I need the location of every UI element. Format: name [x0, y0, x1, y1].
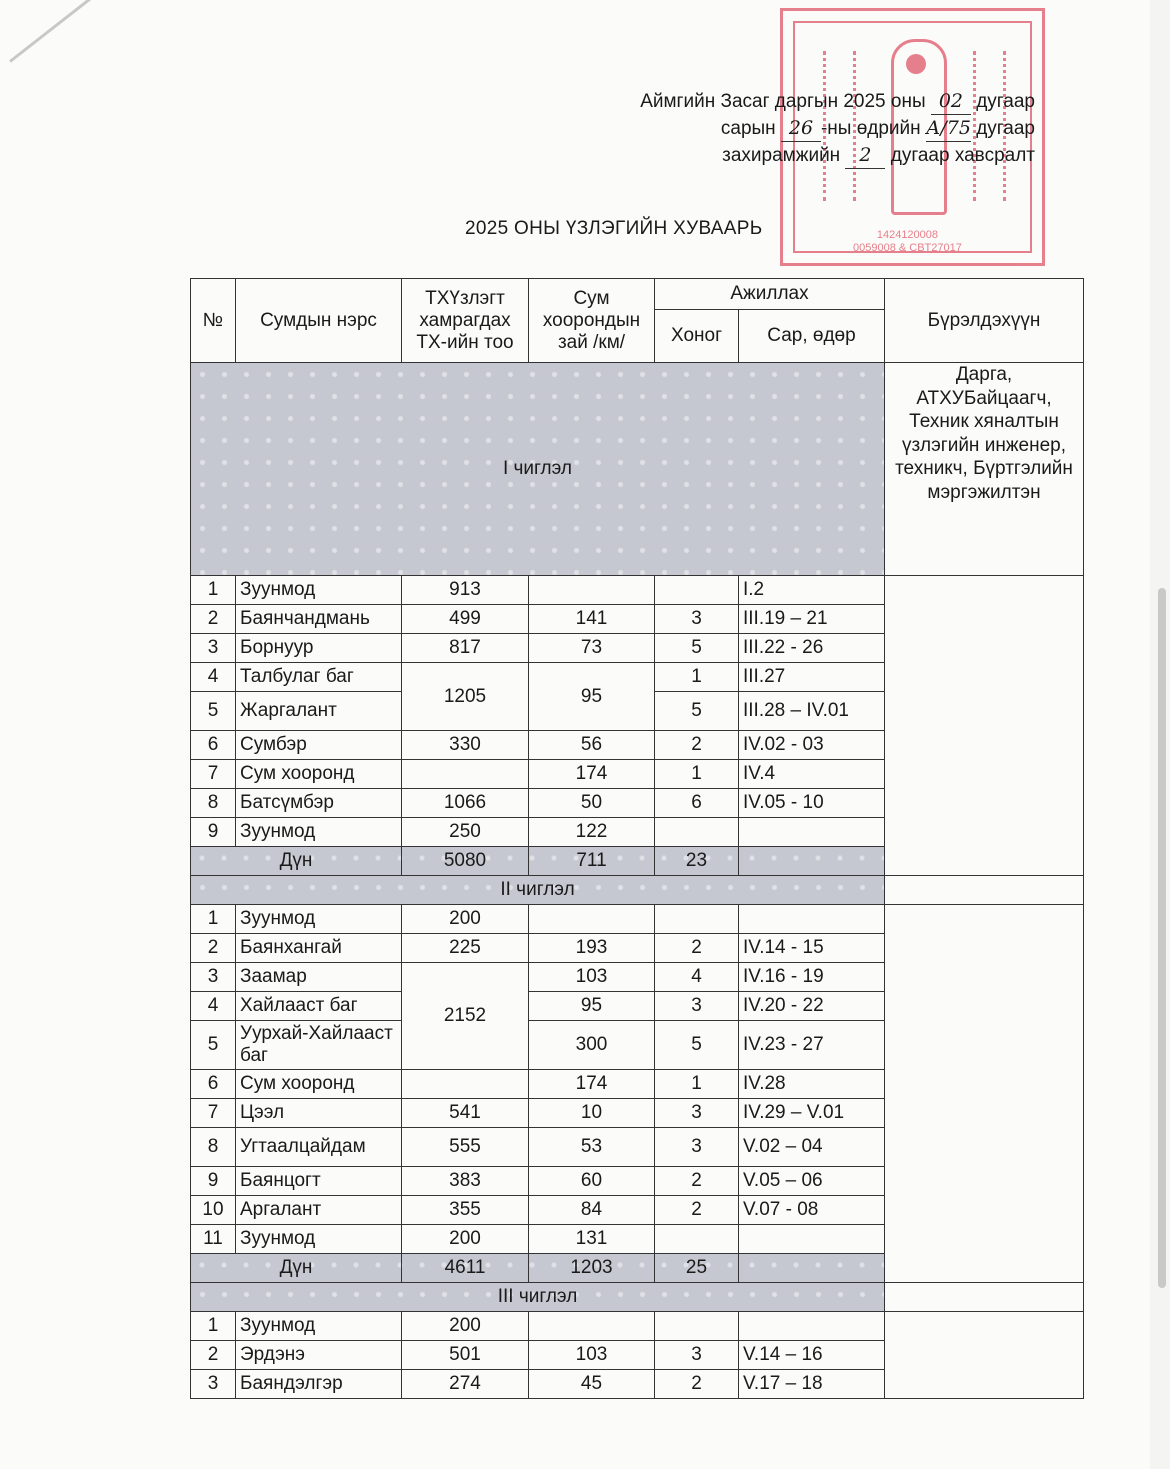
total-row: Дүн 5080 711 23	[191, 847, 1084, 876]
table-row: 4 Талбулаг баг 1205 95 1 III.27	[191, 663, 1084, 692]
inspection-schedule-table	[190, 278, 1084, 1399]
table-row: 7 Сум хооронд 174 1 IV.4	[191, 760, 1084, 789]
scrollbar[interactable]	[1158, 588, 1166, 1288]
table-row: 5 Уурхай-Хайлааст баг 300 5 IV.23 - 27	[191, 1021, 1084, 1070]
table-row: 4 Хайлааст баг 95 3 IV.20 - 22	[191, 992, 1084, 1021]
page-fold-line	[9, 0, 184, 63]
seal-number: 1424120008 0059008 & CBT27017	[853, 229, 962, 254]
table-row: 6 Сумбэр 330 56 2 IV.02 - 03	[191, 731, 1084, 760]
col-header-date: Сар, өдөр	[739, 310, 885, 363]
route-label: II чиглэл	[191, 876, 885, 905]
table-row: 2 Эрдэнэ 501 103 3 V.14 – 16	[191, 1341, 1084, 1370]
col-header-name: Сумдын нэрс	[236, 279, 402, 363]
table-row: 9 Баянцогт 383 60 2 V.05 – 06	[191, 1167, 1084, 1196]
total-row: Дүн 4611 1203 25	[191, 1254, 1084, 1283]
col-header-days: Хоног	[655, 310, 739, 363]
table-row: 3 Баяндэлгэр 274 45 2 V.17 – 18	[191, 1370, 1084, 1399]
col-header-no: №	[191, 279, 236, 363]
col-header-work: Ажиллах	[655, 279, 885, 310]
table-row: 7 Цээл 541 10 3 IV.29 – V.01	[191, 1099, 1084, 1128]
members-cell: Дарга, АТХУБайцаагч, Техник хяналтын үзлэгийн инженер, техникч, Бүртгэлийн мэргэжилтэн	[885, 363, 1084, 576]
table-row: 10 Аргалант 355 84 2 V.07 - 08	[191, 1196, 1084, 1225]
table-row: 9 Зуунмод 250 122	[191, 818, 1084, 847]
table-row: 2 Баянхангай 225 193 2 IV.14 - 15	[191, 934, 1084, 963]
table-row: 5 Жаргалант 5 III.28 – IV.01	[191, 692, 1084, 731]
table-row: 1 Зуунмод 200	[191, 905, 1084, 934]
annex-reference: Аймгийн Засаг даргын 2025 оны 02 дугаар сарын 26 -ны өдрийн А/75 дугаар захирамжийн 2 дугаар хавсралт	[640, 88, 1035, 169]
table-row: 6 Сум хооронд 174 1 IV.28	[191, 1070, 1084, 1099]
table-row: 1 Зуунмод 200	[191, 1312, 1084, 1341]
table-row: 2 Баянчандмань 499 141 3 III.19 – 21	[191, 605, 1084, 634]
table-row: 11 Зуунмод 200 131	[191, 1225, 1084, 1254]
col-header-distance: Сум хоорондын зай /км/	[529, 279, 655, 363]
table-row: 8 Батсүмбэр 1066 50 6 IV.05 - 10	[191, 789, 1084, 818]
route-label: I чиглэл	[191, 363, 885, 576]
table-row: 8 Угтаалцайдам 555 53 3 V.02 – 04	[191, 1128, 1084, 1167]
route-label: III чиглэл	[191, 1283, 885, 1312]
col-header-count: ТХҮзлэгт хамрагдах ТХ-ийн тоо	[402, 279, 529, 363]
table-row: 3 Борнуур 817 73 5 III.22 - 26	[191, 634, 1084, 663]
table-row: 1 Зуунмод 913 I.2	[191, 576, 1084, 605]
col-header-members: Бүрэлдэхүүн	[885, 279, 1084, 363]
table-row: 3 Заамар 2152 103 4 IV.16 - 19	[191, 963, 1084, 992]
page-title: 2025 ОНЫ ҮЗЛЭГИЙН ХУВААРЬ	[465, 218, 763, 239]
